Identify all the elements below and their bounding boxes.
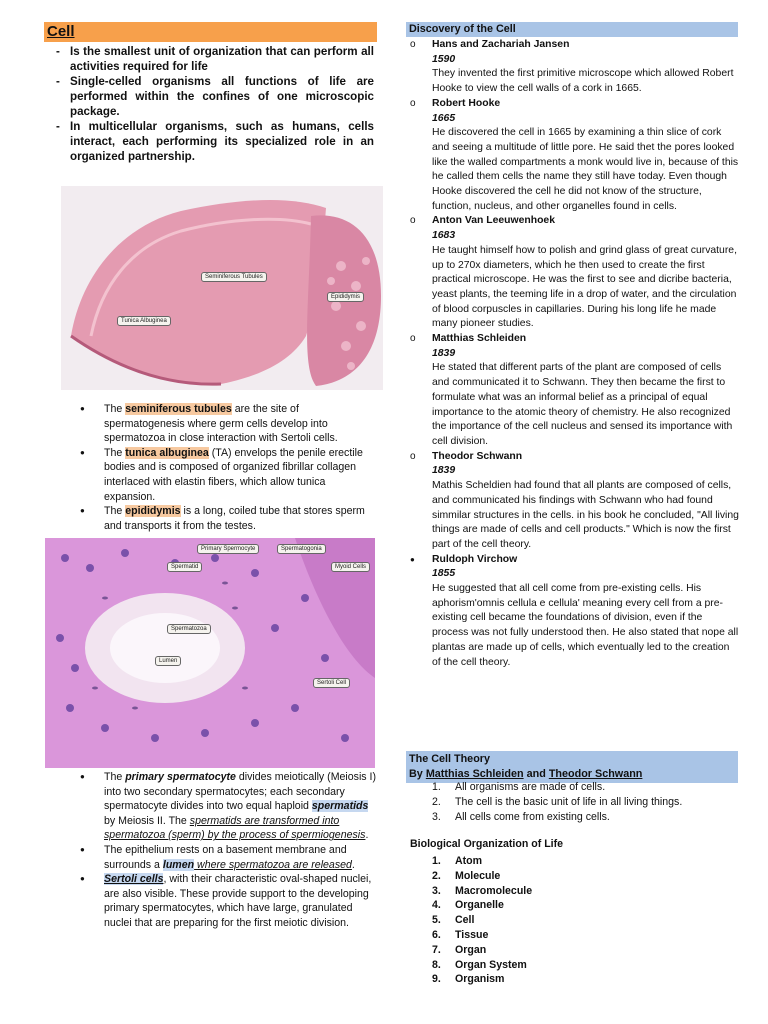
entry-year: 1590: [432, 53, 456, 65]
seminiferous-tubule-micrograph: [45, 538, 375, 768]
intro-list: [56, 44, 374, 164]
entry-name: Robert Hooke: [432, 97, 501, 109]
spermatogenesis-bullets: [78, 770, 378, 931]
bio-org-heading: Biological Organization of Life: [410, 838, 564, 850]
entry-text: He taught himself how to polish and grind glass of great curvature, up to 270x diameters, which he then used to create the first practical microscope. He was the first to see and dicribe bacteria, yeast plants, the teeming life in a drop of water, and the circulation of blood corpuscles in capillaries. During his long life he made many pioneer studies.: [432, 244, 737, 330]
entry-marker: ●: [410, 554, 415, 564]
entry-name: Ruldoph Virchow: [432, 553, 518, 565]
entry-marker: o: [410, 39, 416, 50]
entry-text: He stated that different parts of the plant are composed of cells and communicated it to Schwann. They then became the first to formulate what was an informal belief as a principal of equal importance to the atomic theory of chemistry. He also recognized the importance of the cell nucleus and sensed its importance with cell division.: [432, 362, 733, 447]
tubule-art: [45, 538, 375, 768]
list-item: ● The epithelium rests on a basement membrane and surrounds a lumen where spermatozoa are released.: [78, 843, 378, 872]
entry-marker: o: [410, 97, 416, 109]
label-seminiferous: Seminiferous Tubules: [201, 272, 267, 282]
entry-year: 1839: [432, 347, 456, 359]
intro-item: - Is the smallest unit of organization that can perform all activities required for life: [56, 44, 374, 74]
intro-item: - In multicellular organisms, such as humans, cells interact, each performing its specialized role in an organized partnership.: [56, 119, 374, 164]
list-item: ● The seminiferous tubules are the site of spermatogenesis where germ cells develop into spermatozoa in close interaction with Sertoli cells.: [78, 402, 378, 446]
label-spermatid: Spermatid: [167, 562, 202, 572]
list-item: 3. Macromolecule: [432, 884, 533, 897]
cell-theory-heading-block: [406, 751, 738, 783]
entry-marker: o: [410, 215, 416, 227]
intro-item: - Single-celled organisms all functions of life are performed within the confines of one microscopic package.: [56, 74, 374, 119]
discovery-entry: [410, 214, 740, 332]
list-item: 4. Organelle: [432, 899, 504, 912]
bio-org-list: [432, 854, 732, 987]
page-title: Cell: [44, 22, 377, 42]
discovery-entry: [410, 97, 740, 215]
label-spermatogonia: Spermatogonia: [277, 544, 326, 554]
label-epididymis: Epididymis: [327, 292, 364, 302]
list-item: 5. Cell: [432, 914, 475, 927]
list-item: ● The epididymis is a long, coiled tube that stores sperm and transports it from the testes.: [78, 504, 378, 533]
entry-name: Anton Van Leeuwenhoek: [432, 215, 555, 227]
list-item: ● Sertoli cells, with their characteristic oval-shaped nuclei, are also visible. These provide support to the developing primary spermatocytes, which have large, granulated nuclei that are preparing for the first meiotic division.: [78, 872, 378, 930]
discovery-entry: [410, 450, 740, 553]
label-tunica: Tunica Albuginea: [117, 316, 171, 326]
list-item: 1. All organisms are made of cells.: [432, 781, 606, 793]
testis-micrograph-art: [61, 186, 383, 390]
entry-marker: o: [410, 450, 416, 462]
list-item: ● The tunica albuginea (TA) envelops the penile erectile bodies and is composed of organized fibrillar collagen interlaced with elastin fibers, which allow tunica expansion.: [78, 446, 378, 504]
entry-year: 1839: [432, 465, 456, 477]
label-primary-spermocyte: Primary Spermocyte: [197, 544, 259, 554]
label-lumen: Lumen: [155, 656, 181, 666]
discovery-list: [410, 38, 740, 670]
cell-theory-heading: The Cell Theory: [409, 753, 490, 765]
label-sertoli: Sertoli Cell: [313, 678, 350, 688]
discovery-entry: [410, 332, 740, 450]
cell-theory-by: By Matthias Schleiden and Theodor Schwann: [409, 768, 643, 780]
entry-text: He suggested that all cell come from pre-existing cells. His aphorism'omnis cellula e cellula' meaning every cell from a pre-existing cell became the foundations of division, even if the process was not fully understood then. He also stated that nope all plantas are made up of cells, which eventually led to the creation of the cell theory.: [432, 583, 739, 668]
cell-theory-list: [432, 780, 732, 824]
list-item: 6. Tissue: [432, 928, 489, 941]
list-item: 1. Atom: [432, 855, 483, 867]
list-item: 2. The cell is the basic unit of life in all living things.: [432, 795, 683, 808]
list-item: 7. Organ: [432, 943, 487, 956]
label-myoid: Myoid Cells: [331, 562, 370, 572]
list-item: 2. Molecule: [432, 869, 501, 882]
list-item: 8. Organ System: [432, 958, 527, 971]
discovery-entry: [410, 38, 740, 97]
entry-text: They invented the first primitive microscope which allowed Robert Hooke to view the cell walls of a cork in 1665.: [432, 68, 734, 95]
discovery-entry: [410, 553, 740, 671]
entry-year: 1683: [432, 230, 456, 242]
entry-year: 1665: [432, 112, 456, 124]
entry-name: Hans and Zachariah Jansen: [432, 39, 570, 50]
testis-micrograph: [61, 186, 383, 390]
entry-text: He discovered the cell in 1665 by examining a thin slice of cork and seeing a multitude of little pore. He said thet the pores looked like the walled compartments a monk would live in, because of this he called them cells the name they still have today. Even though Hooke discovered the cell he did not know of the structure, function, nucleus, and other organelles found in cells.: [432, 127, 739, 212]
entry-text: Mathis Scheldien had found that all plants are composed of cells, and communicated his findings with Schwann who had found simmilar structures in the cells. in his book he concluded, "All living things are made of cells and cell products." Which is now the first part of the cell theory.: [432, 480, 739, 550]
list-item: ● The primary spermatocyte divides meiotically (Meiosis I) into two secondary spermatocytes; each secondary spermatocyte divides into two equal haploid spermatids by Meiosis II. The spermatids are transformed into spermatozoa (sperm) by the process of spermiogenesis.: [78, 770, 378, 843]
discovery-heading: Discovery of the Cell: [406, 22, 738, 37]
list-item: 9. Organism: [432, 973, 505, 986]
entry-marker: o: [410, 333, 416, 345]
testis-bullets: [78, 402, 378, 533]
list-item: 3. All cells come from existing cells.: [432, 810, 610, 823]
label-spermatozoa: Spermatozoa: [167, 624, 211, 634]
entry-year: 1855: [432, 568, 456, 580]
entry-name: Theodor Schwann: [432, 450, 523, 462]
entry-name: Matthias Schleiden: [432, 333, 527, 345]
